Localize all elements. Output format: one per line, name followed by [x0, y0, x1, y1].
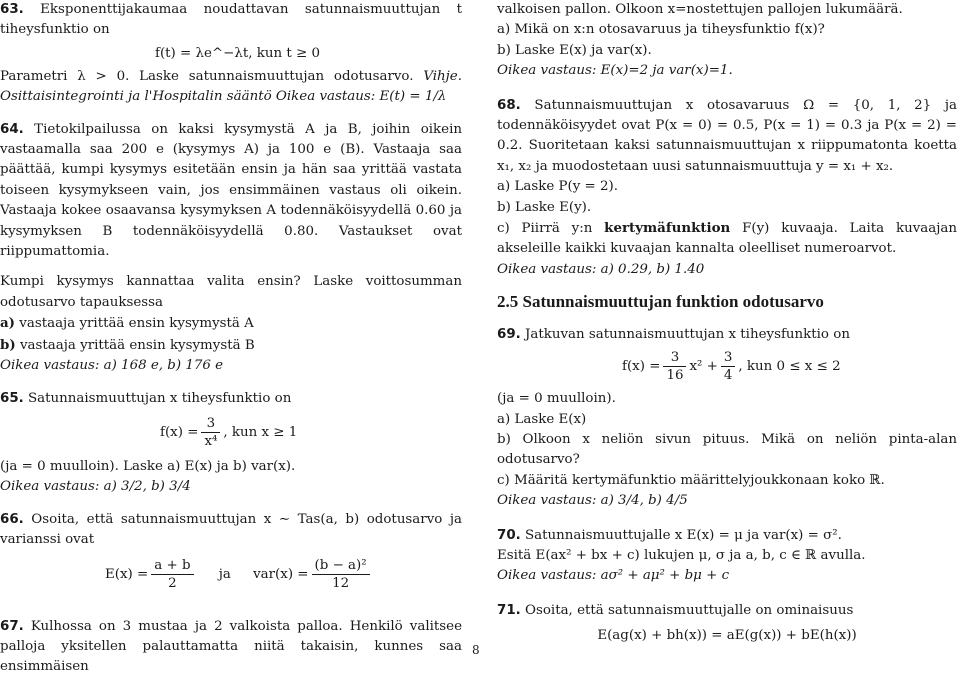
formula-condition: , kun x ≥ 1	[223, 424, 298, 440]
page-number: 8	[472, 643, 480, 657]
problem-text: Osoita, että satunnaismuuttujan x ∼ Tas(a, b) odotusarvo ja varianssi ovat	[0, 511, 463, 548]
numerator: 3	[721, 349, 736, 367]
denominator: x⁴	[204, 433, 218, 449]
conjunction: ja	[218, 566, 231, 582]
problem-number: 66.	[0, 511, 24, 527]
problem-number: 69.	[497, 326, 521, 342]
fraction	[201, 415, 220, 450]
problem-text: Osoita, että satunnaismuuttujalle on ominaisuus	[525, 602, 854, 618]
denominator: 12	[332, 575, 350, 591]
problem-text: Tietokilpailussa on kaksi kysymystä A ja B, joihin oikein vastaamalla saa 200 e (kysymys A) ja 100 e (B). Vastaaja saa päättää, kumpi kysymys esitetään ensin ja hän saa yrittää vastata toiseen kysymykseen vain, jos ensimmäinen vastaus oli oikein. Vastaaja kokee osaavansa kysymyksen A todennäköisyydellä 0.60 ja kysymyksen B todennäköisyydellä 0.80. Vastaukset ovat riippumattomia.	[0, 121, 462, 260]
problem-66	[0, 510, 462, 551]
problem-67-continued: valkoisen pallon. Olkoon x=nostettujen pallojen lukumäärä.	[497, 2, 903, 17]
section-heading: 2.5 Satunnaismuuttujan funktion odotusarvo	[497, 292, 824, 312]
subitem-b: b) Laske E(y).	[497, 199, 592, 215]
problem-69	[497, 325, 957, 345]
subitem-c: c) Määritä kertymäfunktio määrittelyjoukkonaan koko ℝ.	[497, 472, 885, 488]
answer-text: Oikea vastaus: E(x)=2 ja var(x)=1.	[497, 63, 733, 79]
problem-number: 70.	[497, 527, 521, 543]
subitem-label: b)	[0, 336, 16, 353]
problem-68	[497, 96, 957, 178]
subitem-label: a)	[0, 315, 16, 332]
answer-text: Oikea vastaus: a) 3/4, b) 4/5	[497, 493, 688, 509]
denominator: 4	[723, 368, 733, 384]
left-column	[0, 0, 462, 678]
problem-63	[0, 0, 462, 41]
problem-text: Eksponenttijakaumaa noudattavan satunnaismuuttujan t tiheysfunktio on	[0, 2, 462, 38]
problem-71	[497, 601, 957, 621]
subitem-a: a) Laske E(x)	[497, 411, 587, 427]
problem-text-2: Kumpi kysymys kannattaa valita ensin? Laske voittosumman odotusarvo tapauksessa	[0, 274, 462, 310]
bold-term: kertymäfunktion	[604, 220, 731, 237]
formula	[497, 345, 957, 389]
hint-text: Vihje. Osittaisintegrointi ja l'Hospitalin sääntö	[0, 68, 462, 105]
problem-body	[0, 67, 462, 108]
subitem-b: b) Laske E(x) ja var(x).	[497, 42, 652, 58]
subitem-text: vastaaja yrittää ensin kysymystä B	[19, 337, 255, 353]
answer-text: Oikea vastaus: a) 0.29, b) 1.40	[497, 261, 705, 277]
problem-64	[0, 120, 462, 263]
problem-67	[0, 617, 462, 678]
denominator: 2	[168, 575, 177, 591]
problem-number: 67.	[0, 618, 24, 634]
formula	[0, 409, 462, 457]
subitem-a: a) Laske P(y = 2).	[497, 179, 619, 195]
fraction	[721, 349, 736, 384]
answer-text: Oikea vastaus: a) 168 e, b) 176 e	[0, 358, 224, 374]
numerator: 3	[663, 349, 686, 367]
formula: f(t) = λe^−λt, kun t ≥ 0	[155, 45, 321, 61]
problem-70	[497, 526, 957, 546]
problem-body: (ja = 0 muulloin).	[497, 391, 616, 407]
subitem-a: a) Mikä on x:n otosavaruus ja tiheysfunktio f(x)?	[497, 22, 825, 38]
problem-number: 71.	[497, 602, 521, 618]
numerator: a + b	[151, 557, 193, 575]
body-text: Parametri λ > 0. Laske satunnaismuuttujan odotusarvo.	[0, 68, 414, 84]
answer-text: Oikea vastaus: a) 3/2, b) 3/4	[0, 479, 191, 495]
problem-65	[0, 389, 462, 409]
problem-body: (ja = 0 muulloin). Laske a) E(x) ja b) var(x).	[0, 458, 296, 474]
denominator: 16	[666, 368, 684, 384]
problem-text: Satunnaismuuttujan x otosavaruus Ω = {0, 1, 2} ja todennäköisyydet ovat P(x = 0) = 0.5, P(x = 1) = 0.3 ja P(x = 2) = 0.2. Suoritetaan kaksi satunnaismuuttujan x riippumatonta koetta x₁, x₂ ja muodostetaan uusi satunnaismuuttuja y = x₁ + x₂.	[497, 97, 957, 174]
subitem-text: F(y) kuvaaja. Laita kuvaajan akseleille kaikki kuvaajan kannalta oleelliset numeroarvot.	[497, 221, 957, 257]
formula: E(ag(x) + bh(x)) = aE(g(x)) + bE(h(x))	[597, 628, 857, 644]
problem-text: Satunnaismuuttujan x tiheysfunktio on	[28, 390, 292, 406]
problem-text-2: Esitä E(ax² + bx + c) lukujen μ, σ ja a, b, c ∈ ℝ avulla.	[497, 547, 866, 563]
numerator: (b − a)²	[312, 557, 370, 575]
problem-number: 65.	[0, 390, 24, 406]
subitem-a	[0, 313, 462, 334]
problem-number: 68.	[497, 97, 521, 113]
fraction	[312, 557, 370, 592]
formula-lhs: E(x) =	[105, 566, 149, 582]
right-column	[497, 0, 957, 651]
subitem-b	[0, 335, 462, 356]
formula-lhs: f(x) =	[622, 359, 661, 375]
problem-text: Jatkuvan satunnaismuuttujan x tiheysfunktio on	[525, 326, 850, 342]
formula-condition: , kun 0 ≤ x ≤ 2	[738, 359, 841, 375]
formula-term: x² +	[689, 359, 718, 375]
fraction	[663, 349, 686, 384]
subitem-c	[497, 218, 957, 260]
problem-number: 63.	[0, 2, 24, 17]
formula-lhs: var(x) =	[253, 566, 309, 582]
formula	[0, 551, 462, 599]
numerator: 3	[201, 415, 220, 433]
formula-lhs: f(x) =	[160, 424, 199, 440]
subitem-b: b) Olkoon x neliön sivun pituus. Mikä on neliön pinta-alan odotusarvo?	[497, 431, 957, 468]
fraction	[151, 557, 193, 592]
problem-text: Satunnaismuuttujalle x E(x) = μ ja var(x) = σ².	[525, 527, 842, 543]
problem-number: 64.	[0, 121, 24, 137]
subitem-text: c) Piirrä y:n	[497, 221, 593, 237]
answer-text: Oikea vastaus: aσ² + aμ² + bμ + c	[497, 568, 730, 584]
answer-text: Oikea vastaus: E(t) = 1/λ	[275, 89, 447, 105]
problem-text: Kulhossa on 3 mustaa ja 2 valkoista palloa. Henkilö valitsee palloja yksitellen palauttamatta niitä takaisin, kunnes saa ensimmäisen	[0, 618, 462, 675]
subitem-text: vastaaja yrittää ensin kysymystä A	[19, 316, 254, 332]
